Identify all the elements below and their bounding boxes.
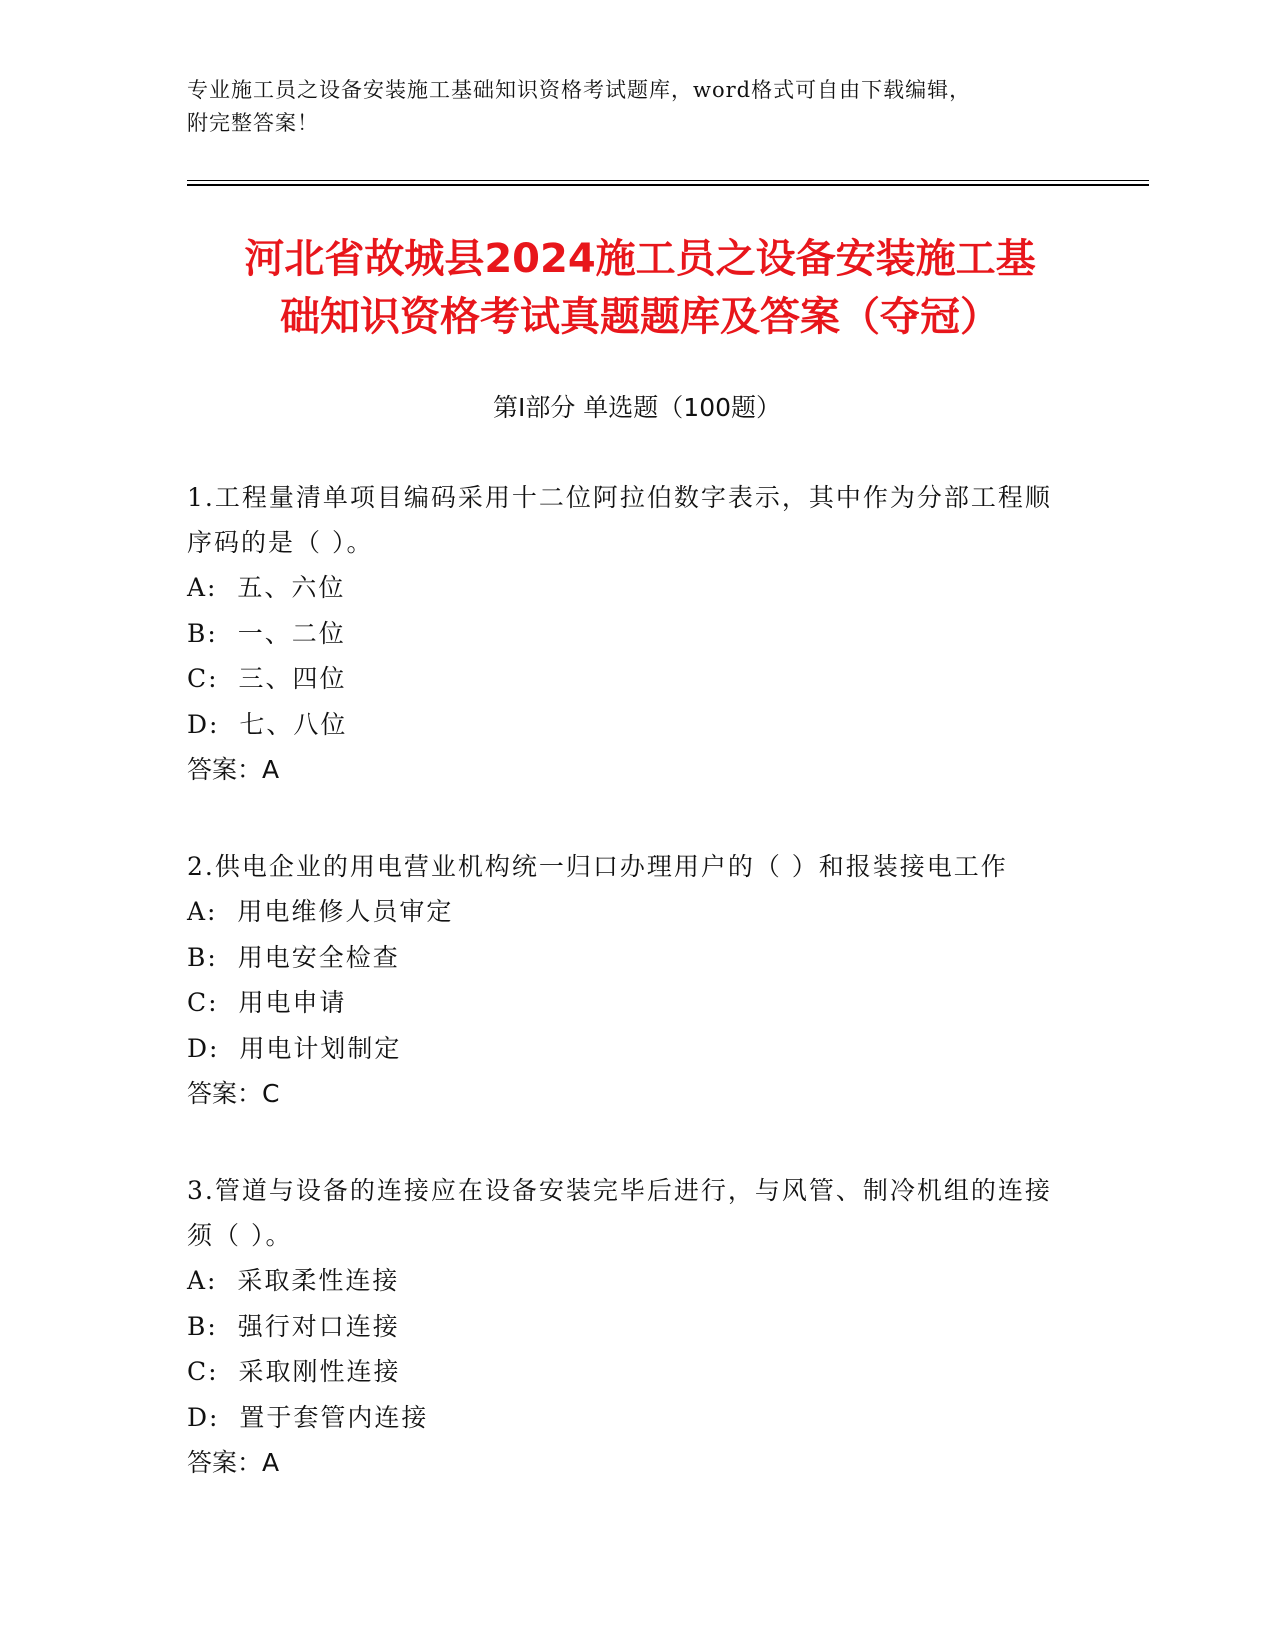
- header-note-line-1: 专业施工员之设备安装施工基础知识资格考试题库，word格式可自由下载编辑，: [187, 78, 972, 102]
- document-title-line-1: 河北省故城县2024施工员之设备安装施工基: [244, 236, 1036, 282]
- header-note: [187, 74, 1067, 140]
- option-c: C: 用电申请: [187, 988, 347, 1017]
- option-a: A: 五、六位: [187, 573, 346, 602]
- option-b: B: 一、二位: [187, 618, 346, 648]
- option-b: B: 用电安全检查: [187, 942, 400, 972]
- header-note-line-2: 附完整答案！: [187, 111, 319, 135]
- header-divider-thin: [187, 180, 1149, 181]
- option-a: A: 采取柔性连接: [187, 1266, 400, 1295]
- answer: 答案：A: [187, 755, 280, 784]
- section-heading: 第Ⅰ部分 单选题（100题）: [492, 393, 782, 422]
- question-2: [187, 844, 1067, 1116]
- option-d: D: 置于套管内连接: [187, 1402, 429, 1432]
- option-a: A: 用电维修人员审定: [187, 897, 454, 926]
- question-stem: 3.管道与设备的连接应在设备安装完毕后进行，与风管、制冷机组的连接须（ ）。: [187, 1176, 1052, 1250]
- answer: 答案：A: [187, 1448, 280, 1477]
- option-d: D: 用电计划制定: [187, 1033, 402, 1063]
- header-divider-thick: [187, 184, 1149, 186]
- option-c: C: 采取刚性连接: [187, 1357, 401, 1386]
- question-list: [187, 475, 1067, 1537]
- question-stem: 1.工程量清单项目编码采用十二位阿拉伯数字表示，其中作为分部工程顺序码的是（ ）。: [187, 483, 1052, 557]
- question-3: [187, 1168, 1067, 1485]
- question-stem: 2.供电企业的用电营业机构统一归口办理用户的（ ）和报装接电工作: [187, 852, 1008, 881]
- document-title: [150, 230, 1130, 346]
- question-1: [187, 475, 1067, 792]
- option-c: C: 三、四位: [187, 664, 347, 693]
- option-d: D: 七、八位: [187, 709, 348, 739]
- option-b: B: 强行对口连接: [187, 1311, 400, 1341]
- document-title-line-2: 础知识资格考试真题题库及答案（夺冠）: [280, 294, 1000, 340]
- answer: 答案：C: [187, 1079, 280, 1108]
